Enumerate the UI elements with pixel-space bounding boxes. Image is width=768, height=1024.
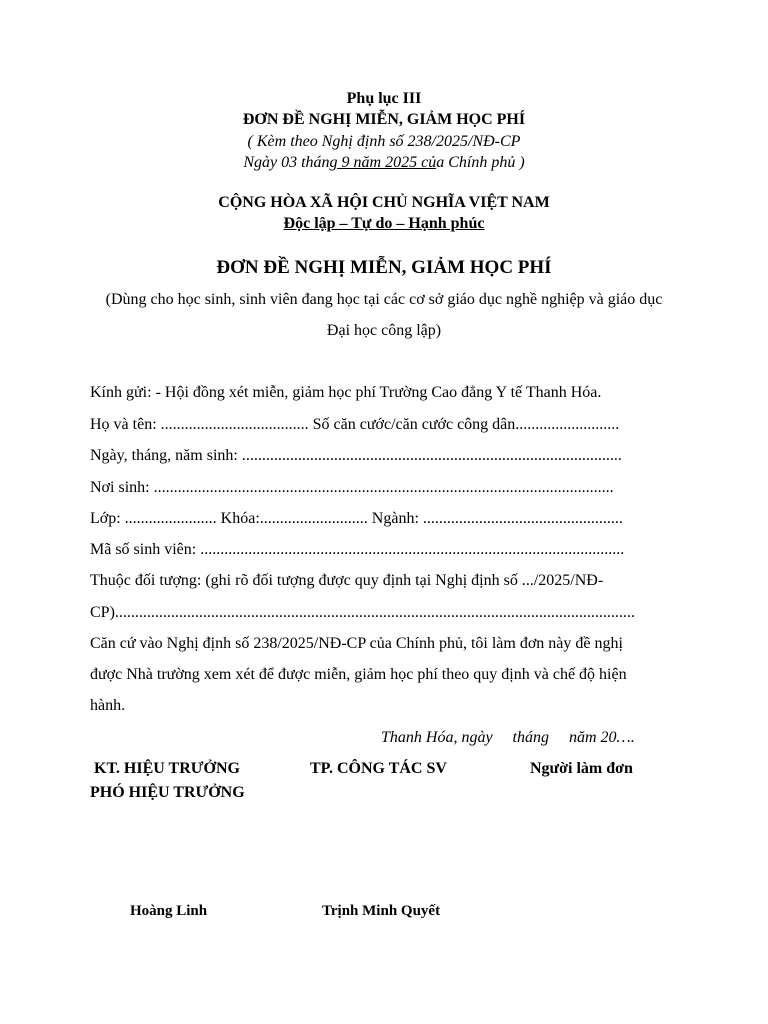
form-title-header: ĐƠN ĐỀ NGHỊ MIỄN, GIẢM HỌC PHÍ	[242, 111, 526, 128]
decree-date-part3: a Chính phủ )	[436, 154, 525, 171]
category-field-line-1: Thuộc đối tượng: (ghi rõ đối tượng được quy định tại Nghị định số .../2025/NĐ-	[90, 572, 604, 589]
signature-title-vice-principal-2: PHÓ HIỆU TRƯỞNG	[90, 784, 245, 801]
decree-date-part1: Ngày 03 thán	[243, 154, 330, 171]
country-name: CỘNG HÒA XÃ HỘI CHỦ NGHĨA VIỆT NAM	[218, 194, 550, 211]
birthplace-field: Nơi sinh: ...................................................................................................................	[90, 479, 614, 496]
scope-line-1: (Dùng cho học sinh, sinh viên đang học tại các cơ sở giáo dục nghề nghiệp và giáo dục	[105, 291, 663, 308]
class-course-major-field: Lớp: ....................... Khóa:........................... Ngành: ..................................................	[90, 510, 623, 527]
national-motto: Độc lập – Tự do – Hạnh phúc	[283, 215, 485, 232]
decree-date-underlined: g 9 năm 2025 củ	[329, 154, 437, 171]
basis-line-2: được Nhà trường xem xét để được miễn, giảm học phí theo quy định và chế độ hiện	[90, 666, 627, 683]
signature-title-vice-principal-1: KT. HIỆU TRƯỞNG	[94, 760, 240, 777]
signer-name-vice-principal: Hoàng Linh	[130, 903, 208, 919]
signer-name-student-affairs: Trịnh Minh Quyết	[322, 903, 441, 919]
signature-title-student-affairs: TP. CÔNG TÁC SV	[310, 760, 447, 777]
scope-line-2: Đại học công lập)	[326, 322, 442, 339]
dob-field: Ngày, tháng, năm sinh: ...............................................................................................	[90, 447, 622, 464]
name-id-field: Họ và tên: ..................................... Số căn cước/căn cước công dân..........................	[90, 416, 620, 433]
page-title: ĐƠN ĐỀ NGHỊ MIỄN, GIẢM HỌC PHÍ	[216, 257, 552, 278]
place-date-line: Thanh Hóa, ngày tháng năm 20….	[381, 729, 635, 746]
category-field-line-2: CP)..................................................................................................................................	[90, 604, 635, 621]
basis-line-3: hành.	[90, 697, 126, 714]
appendix-label: Phụ lục III	[346, 90, 422, 107]
decree-reference: ( Kèm theo Nghị định số 238/2025/NĐ-CP	[247, 133, 521, 150]
basis-line-1: Căn cứ vào Nghị định số 238/2025/NĐ-CP của Chính phủ, tôi làm đơn này đề nghị	[90, 635, 623, 652]
signature-title-applicant: Người làm đơn	[530, 760, 633, 777]
student-id-field: Mã số sinh viên: ..........................................................................................................	[90, 541, 625, 558]
decree-date	[0, 154, 768, 172]
recipient-line: Kính gửi: - Hội đồng xét miễn, giảm học phí Trường Cao đẳng Y tế Thanh Hóa.	[90, 384, 602, 401]
